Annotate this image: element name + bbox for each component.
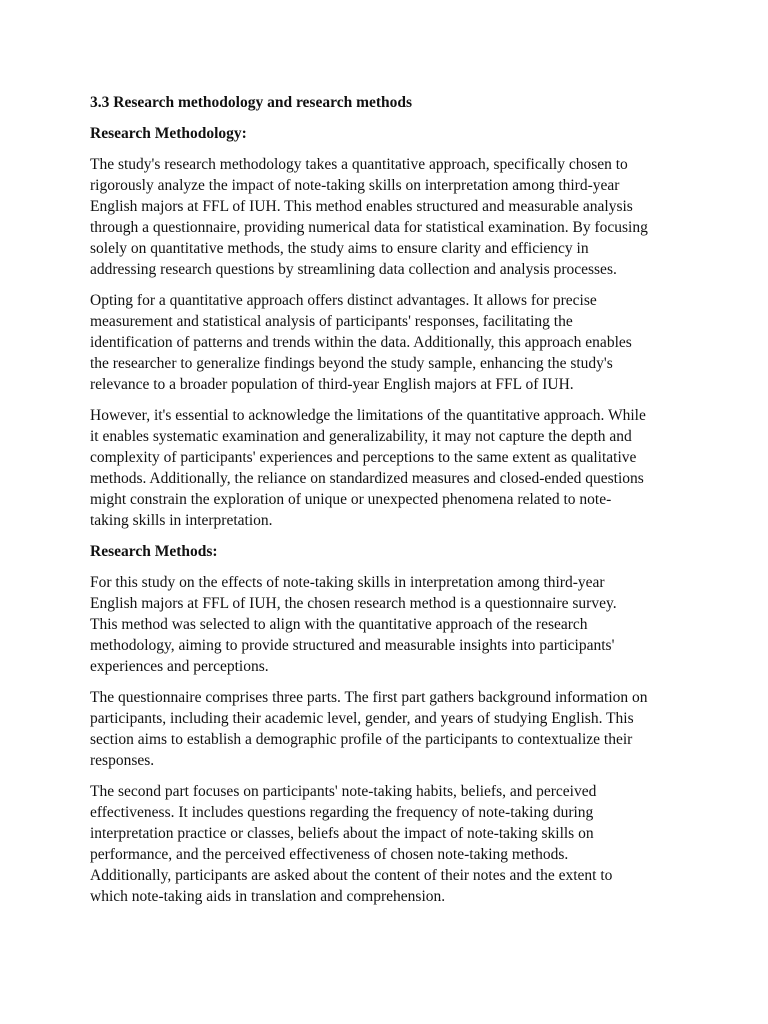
paragraph-methodology-overview — [90, 154, 682, 280]
text-line: the researcher to generalize findings beyond the study sample, enhancing the study's — [90, 355, 613, 372]
text-line: English majors at FFL of IUH, the chosen research method is a questionnaire survey. — [90, 595, 617, 612]
text-line: might constrain the exploration of unique or unexpected phenomena related to note- — [90, 491, 612, 508]
text-line: addressing research questions by streamlining data collection and analysis processes. — [90, 261, 617, 278]
subheading-research-methods: Research Methods: — [90, 543, 218, 560]
text-line: identification of patterns and trends within the data. Additionally, this approach enables — [90, 334, 632, 351]
paragraph-quantitative-limitations — [90, 405, 682, 531]
paragraph-questionnaire-part-one — [90, 687, 682, 771]
text-line: relevance to a broader population of third-year English majors at FFL of IUH. — [90, 376, 574, 393]
text-line: This method was selected to align with the quantitative approach of the research — [90, 616, 588, 633]
text-line: which note-taking aids in translation and comprehension. — [90, 888, 446, 905]
document-body — [90, 123, 682, 907]
text-line: The study's research methodology takes a quantitative approach, specifically chosen to — [90, 156, 628, 173]
text-line: effectiveness. It includes questions regarding the frequency of note-taking during — [90, 804, 594, 821]
text-line: Additionally, participants are asked about the content of their notes and the extent to — [90, 867, 613, 884]
paragraph-questionnaire-part-two — [90, 781, 682, 907]
text-line: However, it's essential to acknowledge the limitations of the quantitative approach. While — [90, 407, 646, 424]
text-line: participants, including their academic level, gender, and years of studying English. This — [90, 710, 634, 727]
text-line: For this study on the effects of note-taking skills in interpretation among third-year — [90, 574, 605, 591]
text-line: Opting for a quantitative approach offers distinct advantages. It allows for precise — [90, 292, 597, 309]
text-line: section aims to establish a demographic profile of the participants to contextualize their — [90, 731, 633, 748]
text-line: solely on quantitative methods, the study aims to ensure clarity and efficiency in — [90, 240, 589, 257]
text-line: complexity of participants' experiences and perceptions to the same extent as qualitative — [90, 449, 637, 466]
text-line: methodology, aiming to provide structured and measurable insights into participants' — [90, 637, 615, 654]
text-line: rigorously analyze the impact of note-taking skills on interpretation among third-year — [90, 177, 620, 194]
text-line: responses. — [90, 752, 155, 769]
text-line: measurement and statistical analysis of participants' responses, facilitating the — [90, 313, 573, 330]
text-line: The second part focuses on participants' note-taking habits, beliefs, and perceived — [90, 783, 597, 800]
text-line: performance, and the perceived effectiveness of chosen note-taking methods. — [90, 846, 569, 863]
text-line: interpretation practice or classes, beliefs about the impact of note-taking skills on — [90, 825, 594, 842]
text-line: methods. Additionally, the reliance on standardized measures and closed-ended questions — [90, 470, 644, 487]
text-line: taking skills in interpretation. — [90, 512, 273, 529]
paragraph-quantitative-advantages — [90, 290, 682, 395]
paragraph-methods-questionnaire — [90, 572, 682, 677]
text-line: experiences and perceptions. — [90, 658, 269, 675]
document-page — [90, 92, 682, 917]
text-line: The questionnaire comprises three parts. The first part gathers background information on — [90, 689, 648, 706]
text-line: English majors at FFL of IUH. This method enables structured and measurable analysis — [90, 198, 633, 215]
subheading-research-methodology: Research Methodology: — [90, 125, 247, 142]
text-line: through a questionnaire, providing numerical data for statistical examination. By focusing — [90, 219, 648, 236]
text-line: it enables systematic examination and generalizability, it may not capture the depth and — [90, 428, 632, 445]
section-title: 3.3 Research methodology and research methods — [90, 94, 413, 111]
